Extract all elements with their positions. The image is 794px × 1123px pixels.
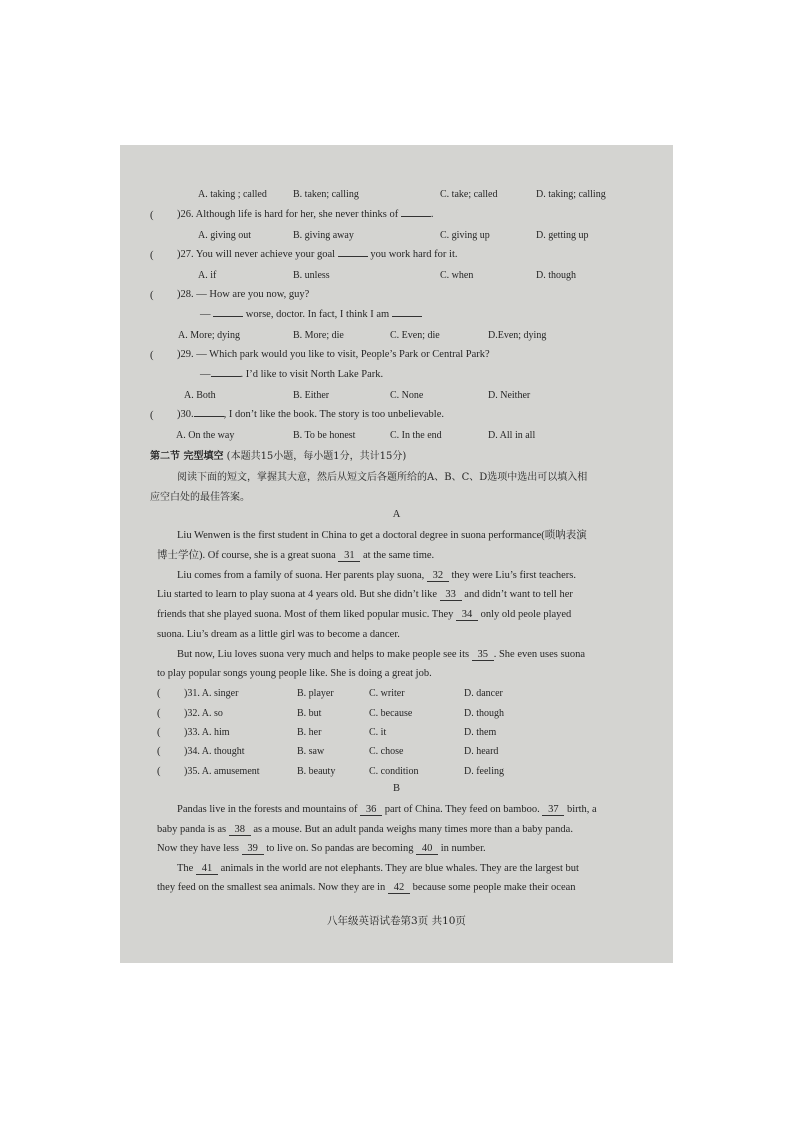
blank-37: 37: [542, 804, 564, 816]
q32-option-a: )32. A. so: [184, 708, 223, 719]
q30-option-a: A. On the way: [176, 430, 235, 441]
q25-option-a: A. taking ; called: [198, 189, 267, 200]
q29-option-d: D. Neither: [488, 390, 531, 401]
q26-option-c: C. giving up: [440, 230, 490, 241]
text: and didn’t want to tell her: [464, 589, 573, 600]
q33-option-c: C. it: [369, 727, 387, 738]
blank-41: 41: [196, 863, 218, 875]
question-30-rest: , I don’t like the book. The story is too unbelievable.: [223, 409, 444, 420]
q32-option-b: B. but: [297, 708, 322, 719]
passage-a-line: suona. Liu’s dream as a little girl was to become a dancer.: [157, 629, 400, 640]
blank-34: 34: [456, 609, 478, 621]
q35-option-c: C. condition: [369, 766, 419, 777]
blank-36: 36: [360, 804, 382, 816]
section-heading: [150, 450, 406, 464]
question-26: [177, 208, 433, 222]
q33-option-d: D. them: [464, 727, 497, 738]
passage-a-label: A: [392, 509, 401, 520]
question-29-rest: . I’d like to visit North Lake Park.: [240, 369, 384, 380]
q28-option-c: C. Even; die: [390, 330, 440, 341]
q26-option-d: D. getting up: [536, 230, 589, 241]
question-27-rest: you work hard for it.: [370, 249, 458, 260]
blank-31: 31: [338, 550, 360, 562]
text: Liu started to learn to play suona at 4 years old. But she didn’t like: [157, 589, 438, 600]
answer-paren: (: [150, 290, 154, 301]
text: friends that she played suona. Most of them liked popular music. They: [157, 609, 454, 620]
q32-option-d: D. though: [464, 708, 504, 719]
page-footer: 八年级英语试卷第3页 共10页: [327, 915, 466, 927]
passage-b-line: [157, 842, 486, 856]
text: But now, Liu loves suona very much and helps to make people see its: [177, 649, 470, 660]
q29-option-b: B. Either: [293, 390, 330, 401]
blank-40: 40: [416, 843, 438, 855]
answer-paren: (: [157, 708, 161, 719]
answer-paren: (: [150, 210, 154, 221]
text: Pandas live in the forests and mountains of: [177, 804, 358, 815]
passage-a-line: [157, 608, 571, 622]
answer-blank: [338, 256, 368, 257]
passage-a-line: Liu Wenwen is the first student in China to get a doctoral degree in suona performance(唢呐表演: [177, 530, 587, 541]
answer-paren: (: [157, 766, 161, 777]
answer-blank: [401, 216, 431, 217]
answer-paren: (: [150, 350, 154, 361]
section-note: (本题共15小题，每小题1分，共计15分): [226, 451, 407, 462]
q35-option-b: B. beauty: [297, 766, 336, 777]
text: at the same time.: [363, 550, 435, 561]
passage-a-line: to play popular songs young people like. She is doing a great job.: [157, 668, 432, 679]
passage-b-line: [157, 881, 576, 895]
q35-option-a: )35. A. amusement: [184, 766, 260, 777]
text: because some people make their ocean: [412, 882, 576, 893]
q33-option-a: )33. A. him: [184, 727, 230, 738]
blank-32: 32: [427, 570, 449, 582]
q33-option-b: B. her: [297, 727, 322, 738]
blank-33: 33: [440, 589, 462, 601]
q34-option-b: B. saw: [297, 746, 325, 757]
q30-option-c: C. In the end: [390, 430, 442, 441]
question-26-end: .: [430, 209, 434, 220]
section-title: 第二节 完型填空: [150, 451, 224, 462]
answer-blank: [194, 416, 224, 417]
question-30-text: )30.: [177, 409, 194, 420]
q34-option-a: )34. A. thought: [184, 746, 245, 757]
passage-a-line: [157, 588, 573, 602]
question-29: )29. — Which park would you like to visit, People’s Park or Central Park?: [177, 349, 490, 360]
q26-option-b: B. giving away: [293, 230, 354, 241]
text: 博士学位). Of course, she is a great suona: [157, 550, 336, 561]
exam-page: [120, 145, 673, 963]
text: animals in the world are not elephants. They are blue whales. They are the largest but: [220, 863, 579, 874]
passage-b-line: [157, 823, 573, 837]
text: . She even uses suona: [493, 649, 585, 660]
blank-42: 42: [388, 882, 410, 894]
question-27-text: )27. You will never achieve your goal: [177, 249, 336, 260]
q31-option-d: D. dancer: [464, 688, 503, 699]
answer-paren: (: [150, 410, 154, 421]
q32-option-c: C. because: [369, 708, 413, 719]
text: Liu comes from a family of suona. Her parents play suona,: [177, 570, 425, 581]
text: they feed on the smallest sea animals. Now they are in: [157, 882, 386, 893]
q30-option-d: D. All in all: [488, 430, 536, 441]
text: as a mouse. But an adult panda weighs many times more than a baby panda.: [253, 824, 573, 835]
text: part of China. They feed on bamboo.: [384, 804, 540, 815]
answer-blank: [211, 376, 241, 377]
blank-35: 35: [472, 649, 494, 661]
q35-option-d: D. feeling: [464, 766, 504, 777]
question-30: [177, 408, 444, 422]
q30-option-b: B. To be honest: [293, 430, 356, 441]
passage-b-line: [177, 803, 597, 817]
q31-option-a: )31. A. singer: [184, 688, 239, 699]
instructions-line-1: 阅读下面的短文，掌握其大意，然后从短文后各题所给的A、B、C、D选项中选出可以填入相: [177, 472, 588, 483]
question-26-text: )26. Although life is hard for her, she never thinks of: [177, 209, 399, 220]
text: Now they have less: [157, 843, 239, 854]
answer-paren: (: [157, 688, 161, 699]
q28-option-a: A. More; dying: [178, 330, 240, 341]
q25-option-d: D. taking; calling: [536, 189, 606, 200]
q31-option-c: C. writer: [369, 688, 405, 699]
text: baby panda is as: [157, 824, 227, 835]
dash: —: [200, 309, 211, 320]
q28-option-d: D.Even; dying: [488, 330, 547, 341]
q27-option-d: D. though: [536, 270, 576, 281]
q31-option-b: B. player: [297, 688, 334, 699]
instructions-line-2: 应空白处的最佳答案。: [150, 492, 250, 503]
q26-option-a: A. giving out: [198, 230, 252, 241]
question-29-reply: [200, 368, 383, 382]
answer-paren: (: [157, 746, 161, 757]
question-28: )28. — How are you now, guy?: [177, 289, 310, 300]
answer-paren: (: [150, 250, 154, 261]
answer-paren: (: [157, 727, 161, 738]
q34-option-c: C. chose: [369, 746, 404, 757]
q25-option-c: C. take; called: [440, 189, 498, 200]
dash: —: [200, 369, 211, 380]
blank-39: 39: [242, 843, 264, 855]
q29-option-c: C. None: [390, 390, 424, 401]
passage-a-line: [177, 648, 585, 662]
q25-option-b: B. taken; calling: [293, 189, 359, 200]
answer-blank: [213, 316, 243, 317]
text: birth, a: [566, 804, 597, 815]
text: they were Liu’s first teachers.: [451, 570, 577, 581]
passage-b-line: [177, 862, 579, 876]
answer-blank: [392, 316, 422, 317]
passage-a-line: [157, 549, 434, 563]
q28-option-b: B. More; die: [293, 330, 344, 341]
q29-option-a: A. Both: [184, 390, 216, 401]
passage-a-line: [177, 569, 576, 583]
question-28-rest: worse, doctor. In fact, I think I am: [245, 309, 390, 320]
text: to live on. So pandas are becoming: [266, 843, 414, 854]
text: only old peole played: [480, 609, 572, 620]
q27-option-c: C. when: [440, 270, 474, 281]
text: The: [177, 863, 194, 874]
question-27: [177, 248, 458, 262]
q27-option-b: B. unless: [293, 270, 330, 281]
question-28-reply: [200, 308, 422, 322]
blank-38: 38: [229, 824, 251, 836]
text: in number.: [440, 843, 486, 854]
q27-option-a: A. if: [198, 270, 217, 281]
passage-b-label: B: [392, 783, 400, 794]
q34-option-d: D. heard: [464, 746, 499, 757]
